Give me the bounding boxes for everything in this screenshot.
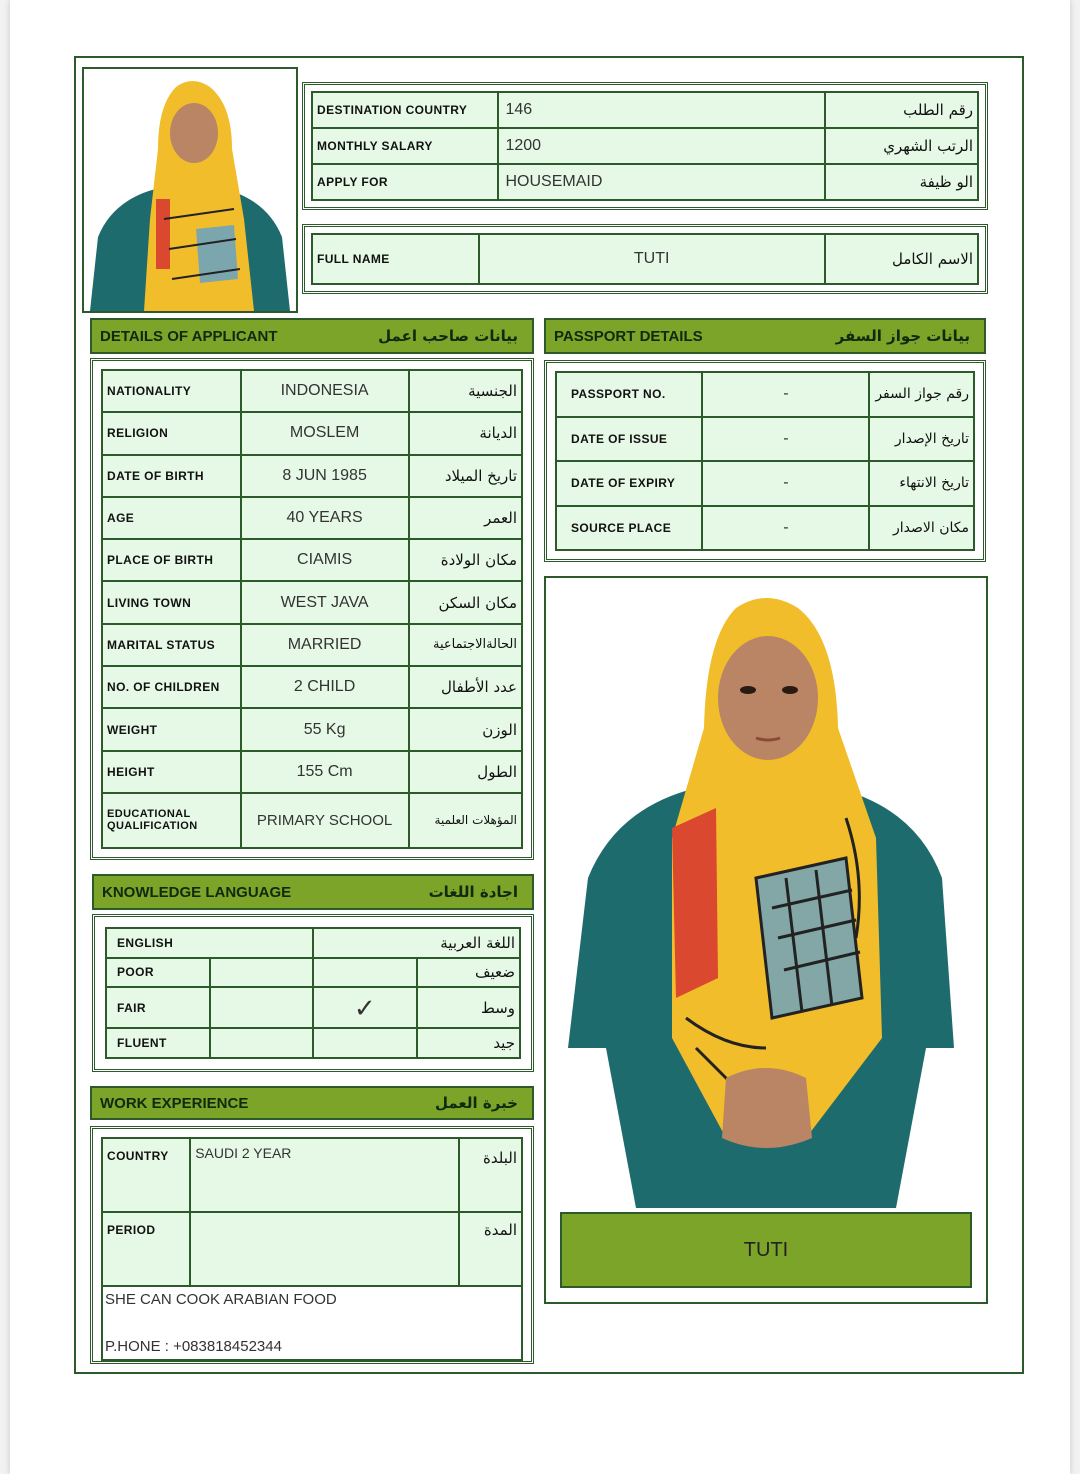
- destination-country-label: DESTINATION COUNTRY: [312, 92, 498, 128]
- language-table: [92, 914, 534, 1072]
- table-row: [102, 708, 522, 750]
- table-row: [556, 372, 974, 417]
- height-arabic: الطول: [409, 751, 522, 793]
- passport-section-header: [544, 318, 986, 354]
- english-fair-check: [210, 987, 314, 1028]
- monthly-salary-value: 1200: [498, 128, 824, 164]
- period-value: [190, 1212, 459, 1286]
- table-row: [102, 1138, 522, 1212]
- living-town-value: WEST JAVA: [241, 581, 409, 623]
- arabic-fluent-check: [313, 1028, 417, 1058]
- english-fluent-check: [210, 1028, 314, 1058]
- table-row: [102, 624, 522, 666]
- date-of-expiry-arabic: تاريخ الانتهاء: [869, 461, 974, 506]
- passport-title: PASSPORT DETAILS: [554, 327, 703, 345]
- table-row: [312, 164, 978, 200]
- fair-label: FAIR: [106, 987, 210, 1028]
- source-place-value: -: [702, 506, 869, 551]
- english-label: ENGLISH: [106, 928, 313, 958]
- table-row: [106, 1028, 520, 1058]
- date-of-issue-label: DATE OF ISSUE: [556, 417, 702, 462]
- table-row: [102, 793, 522, 848]
- marital-status-arabic: الحالةالاجتماعية: [409, 624, 522, 666]
- country-value: SAUDI 2 YEAR: [190, 1138, 459, 1212]
- table-row: [102, 666, 522, 708]
- living-town-arabic: مكان السكن: [409, 581, 522, 623]
- request-number-arabic: رقم الطلب: [825, 92, 978, 128]
- photo-caption-box: [560, 1212, 972, 1288]
- full-name-label: FULL NAME: [312, 234, 479, 284]
- table-row: [102, 539, 522, 581]
- applicant-title-arabic: بيانات صاحب اعمل: [378, 327, 518, 345]
- source-place-label: SOURCE PLACE: [556, 506, 702, 551]
- nationality-value: INDONESIA: [241, 370, 409, 412]
- monthly-salary-label: MONTHLY SALARY: [312, 128, 498, 164]
- date-of-birth-value: 8 JUN 1985: [241, 455, 409, 497]
- full-body-photo-frame: [544, 576, 988, 1304]
- passport-details-table: [544, 360, 986, 562]
- children-label: NO. OF CHILDREN: [102, 666, 241, 708]
- country-label: COUNTRY: [102, 1138, 190, 1212]
- table-row: [556, 461, 974, 506]
- weight-arabic: الوزن: [409, 708, 522, 750]
- age-label: AGE: [102, 497, 241, 539]
- full-name-value: TUTI: [479, 234, 825, 284]
- table-row: [102, 1286, 522, 1360]
- work-title-arabic: خبرة العمل: [434, 1094, 518, 1112]
- education-value: PRIMARY SCHOOL: [241, 793, 409, 848]
- monthly-salary-arabic: الرتب الشهري: [825, 128, 978, 164]
- applicant-small-photo: [82, 67, 298, 313]
- table-row: [312, 92, 978, 128]
- place-of-birth-label: PLACE OF BIRTH: [102, 539, 241, 581]
- date-of-issue-value: -: [702, 417, 869, 462]
- place-of-birth-arabic: مكان الولادة: [409, 539, 522, 581]
- applicant-title: DETAILS OF APPLICANT: [100, 327, 278, 345]
- religion-label: RELIGION: [102, 412, 241, 454]
- children-arabic: عدد الأطفال: [409, 666, 522, 708]
- request-number-value: 146: [498, 92, 824, 128]
- education-label: EDUCATIONAL QUALIFICATION: [102, 793, 241, 848]
- weight-value: 55 Kg: [241, 708, 409, 750]
- arabic-poor-check: [313, 958, 417, 988]
- language-title: KNOWLEDGE LANGUAGE: [102, 883, 292, 901]
- table-row: [102, 370, 522, 412]
- table-row: [102, 1212, 522, 1286]
- marital-status-label: MARITAL STATUS: [102, 624, 241, 666]
- language-title-arabic: اجادة اللغات: [428, 883, 518, 901]
- applicant-full-photo: [546, 578, 986, 1208]
- religion-arabic: الديانة: [409, 412, 522, 454]
- poor-label: POOR: [106, 958, 210, 988]
- work-section-header: [90, 1086, 534, 1120]
- period-label: PERIOD: [102, 1212, 190, 1286]
- table-row: [102, 581, 522, 623]
- passport-no-value: -: [702, 372, 869, 417]
- full-name-arabic: الاسم الكامل: [825, 234, 978, 284]
- apply-for-arabic: الو ظيفة: [825, 164, 978, 200]
- table-row: [556, 506, 974, 551]
- period-arabic: المدة: [459, 1212, 522, 1286]
- table-row: [102, 751, 522, 793]
- religion-value: MOSLEM: [241, 412, 409, 454]
- applicant-section-header: [90, 318, 534, 354]
- apply-for-value: HOUSEMAID: [498, 164, 824, 200]
- table-row: [102, 412, 522, 454]
- age-arabic: العمر: [409, 497, 522, 539]
- passport-no-label: PASSPORT NO.: [556, 372, 702, 417]
- arabic-language-label: اللغة العربية: [313, 928, 520, 958]
- education-arabic: المؤهلات العلمية: [409, 793, 522, 848]
- nationality-label: NATIONALITY: [102, 370, 241, 412]
- table-row: [312, 128, 978, 164]
- marital-status-value: MARRIED: [241, 624, 409, 666]
- applicant-details-table: [90, 358, 534, 860]
- age-value: 40 YEARS: [241, 497, 409, 539]
- table-row: [312, 234, 978, 284]
- fluent-label: FLUENT: [106, 1028, 210, 1058]
- country-arabic: البلدة: [459, 1138, 522, 1212]
- date-of-birth-label: DATE OF BIRTH: [102, 455, 241, 497]
- date-of-expiry-value: -: [702, 461, 869, 506]
- poor-arabic: ضعيف: [417, 958, 521, 988]
- apply-for-label: APPLY FOR: [312, 164, 498, 200]
- fair-arabic: وسط: [417, 987, 521, 1028]
- children-value: 2 CHILD: [241, 666, 409, 708]
- date-of-issue-arabic: تاريخ الإصدار: [869, 417, 974, 462]
- date-of-birth-arabic: تاريخ الميلاد: [409, 455, 522, 497]
- date-of-expiry-label: DATE OF EXPIRY: [556, 461, 702, 506]
- table-row: [106, 987, 520, 1028]
- skill-note: SHE CAN COOK ARABIAN FOOD: [105, 1291, 337, 1308]
- english-poor-check: [210, 958, 314, 988]
- fluent-arabic: جيد: [417, 1028, 521, 1058]
- header-info-table: [302, 82, 988, 210]
- phone-number: P.HONE : +083818452344: [105, 1338, 282, 1355]
- height-value: 155 Cm: [241, 751, 409, 793]
- full-name-table: [302, 224, 988, 294]
- table-row: [106, 928, 520, 958]
- table-row: [106, 958, 520, 988]
- language-section-header: [92, 874, 534, 910]
- table-row: [556, 417, 974, 462]
- living-town-label: LIVING TOWN: [102, 581, 241, 623]
- photo-caption: TUTI: [743, 1238, 789, 1261]
- table-row: [102, 455, 522, 497]
- source-place-arabic: مكان الاصدار: [869, 506, 974, 551]
- passport-title-arabic: بيانات جواز السفر: [835, 327, 970, 345]
- weight-label: WEIGHT: [102, 708, 241, 750]
- height-label: HEIGHT: [102, 751, 241, 793]
- place-of-birth-value: CIAMIS: [241, 539, 409, 581]
- work-title: WORK EXPERIENCE: [100, 1094, 249, 1112]
- work-experience-table: [90, 1126, 534, 1364]
- passport-no-arabic: رقم جواز السفر: [869, 372, 974, 417]
- arabic-fair-check: ✓: [313, 987, 417, 1028]
- nationality-arabic: الجنسية: [409, 370, 522, 412]
- table-row: [102, 497, 522, 539]
